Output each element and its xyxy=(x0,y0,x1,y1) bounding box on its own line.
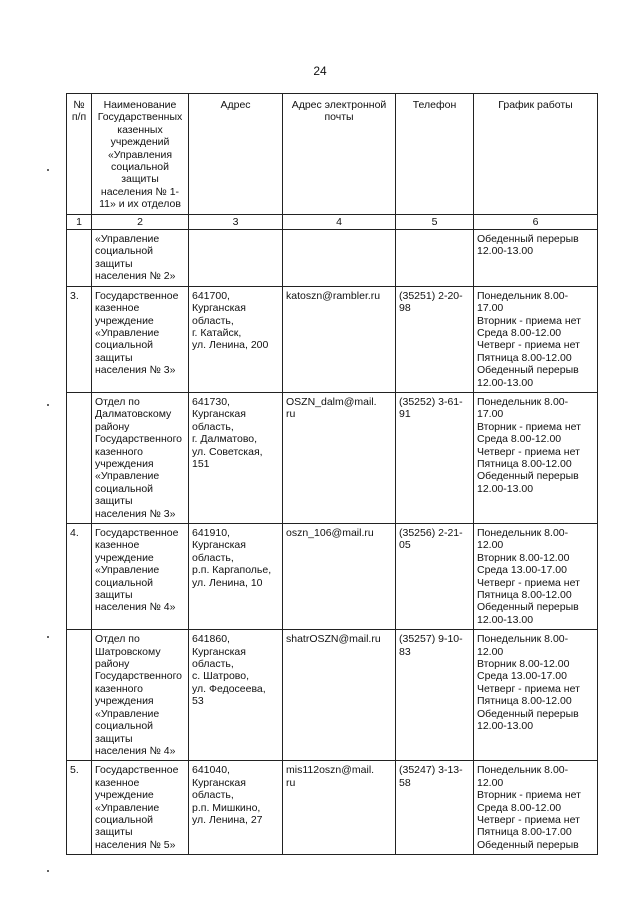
table-row xyxy=(67,230,598,287)
margin-mark xyxy=(47,636,49,638)
column-number: 2 xyxy=(92,214,189,229)
header-email: Адрес электронной почты xyxy=(283,94,396,215)
work-schedule: Понедельник 8.00- 12.00 Вторник - приема нет Среда 8.00-12.00 Четверг - приема нет Пятница 8.00-17.00 Обеденный перерыв xyxy=(474,761,598,855)
table-row xyxy=(67,630,598,761)
table-row xyxy=(67,524,598,630)
institution-address: 641910, Курганская область, р.п. Каргаполье, ул. Ленина, 10 xyxy=(189,524,283,630)
margin-mark xyxy=(47,870,49,872)
header-address: Адрес xyxy=(189,94,283,215)
institution-name: Отдел по Шатровскому району Государственного казенного учреждения «Управление социальной защиты населения № 4» xyxy=(92,630,189,761)
table-row xyxy=(67,286,598,392)
institution-address: 641040, Курганская область, р.п. Мишкино, ул. Ленина, 27 xyxy=(189,761,283,855)
row-number xyxy=(67,630,92,761)
institution-email: OSZN_dalm@mail. ru xyxy=(283,392,396,523)
institution-phone: (35256) 2-21- 05 xyxy=(396,524,474,630)
row-number xyxy=(67,230,92,287)
institution-phone: (35252) 3-61- 91 xyxy=(396,392,474,523)
institution-name: Государственное казенное учреждение «Управление социальной защиты населения № 5» xyxy=(92,761,189,855)
column-number: 3 xyxy=(189,214,283,229)
column-number: 5 xyxy=(396,214,474,229)
institution-phone xyxy=(396,230,474,287)
table-row xyxy=(67,392,598,523)
institution-address: 641730, Курганская область, г. Далматово, ул. Советская, 151 xyxy=(189,392,283,523)
work-schedule: Понедельник 8.00- 17.00 Вторник - приема нет Среда 8.00-12.00 Четверг - приема нет Пятница 8.00-12.00 Обеденный перерыв 12.00-13.00 xyxy=(474,392,598,523)
offices-table xyxy=(66,93,598,855)
work-schedule: Понедельник 8.00- 12.00 Вторник 8.00-12.00 Среда 13.00-17.00 Четверг - приема нет Пятница 8.00-12.00 Обеденный перерыв 12.00-13.00 xyxy=(474,524,598,630)
header-schedule: График работы xyxy=(474,94,598,215)
table-row xyxy=(67,761,598,855)
column-number: 4 xyxy=(283,214,396,229)
institution-address: 641860, Курганская область, с. Шатрово, ул. Федосеева, 53 xyxy=(189,630,283,761)
institution-address xyxy=(189,230,283,287)
row-number: 4. xyxy=(67,524,92,630)
institution-email: shatrOSZN@mail.ru xyxy=(283,630,396,761)
row-number: 5. xyxy=(67,761,92,855)
institution-name: Государственное казенное учреждение «Управление социальной защиты населения № 4» xyxy=(92,524,189,630)
institution-phone: (35257) 9-10- 83 xyxy=(396,630,474,761)
institution-name: Государственное казенное учреждение «Управление социальной защиты населения № 3» xyxy=(92,286,189,392)
row-number xyxy=(67,392,92,523)
institution-email: katoszn@rambler.ru xyxy=(283,286,396,392)
page-number: 24 xyxy=(313,64,327,78)
institution-name: «Управление социальной защиты населения № 2» xyxy=(92,230,189,287)
table-header-row xyxy=(67,94,598,215)
header-name: Наименование Государственных казенных учреждений «Управления социальной защиты населения № 1- 11» и их отделов xyxy=(92,94,189,215)
institution-address: 641700, Курганская область, г. Катайск, ул. Ленина, 200 xyxy=(189,286,283,392)
institution-email: mis112oszn@mail. ru xyxy=(283,761,396,855)
institution-email xyxy=(283,230,396,287)
column-number: 6 xyxy=(474,214,598,229)
institution-phone: (35247) 3-13- 58 xyxy=(396,761,474,855)
institution-name: Отдел по Далматовскому району Государственного казенного учреждения «Управление социальной защиты населения № 3» xyxy=(92,392,189,523)
header-number: № п/п xyxy=(67,94,92,215)
work-schedule: Понедельник 8.00- 17.00 Вторник - приема нет Среда 8.00-12.00 Четверг - приема нет Пятница 8.00-12.00 Обеденный перерыв 12.00-13.00 xyxy=(474,286,598,392)
margin-mark xyxy=(47,404,49,406)
column-number: 1 xyxy=(67,214,92,229)
work-schedule: Обеденный перерыв 12.00-13.00 xyxy=(474,230,598,287)
institution-email: oszn_106@mail.ru xyxy=(283,524,396,630)
margin-mark xyxy=(47,169,49,171)
work-schedule: Понедельник 8.00- 12.00 Вторник 8.00-12.00 Среда 13.00-17.00 Четверг - приема нет Пятница 8.00-12.00 Обеденный перерыв 12.00-13.00 xyxy=(474,630,598,761)
row-number: 3. xyxy=(67,286,92,392)
institution-phone: (35251) 2-20- 98 xyxy=(396,286,474,392)
column-number-row xyxy=(67,214,598,229)
header-phone: Телефон xyxy=(396,94,474,215)
